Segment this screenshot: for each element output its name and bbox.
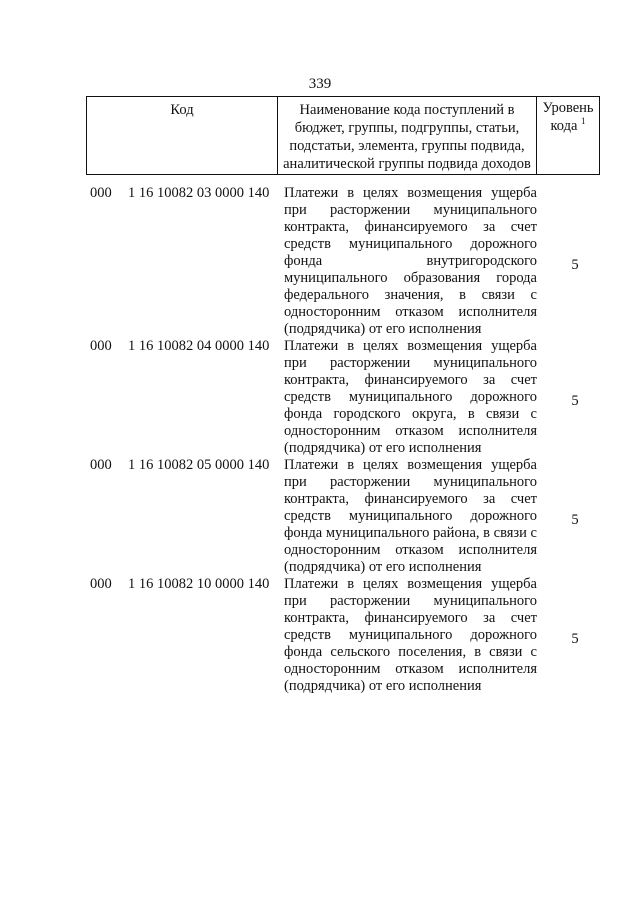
description-line: средств муниципального дорожного: [284, 389, 537, 405]
description-line: Платежи в целях возмещения ущерба: [284, 576, 537, 592]
admin-code: 000: [90, 338, 112, 354]
description-line: Платежи в целях возмещения ущерба: [284, 457, 537, 473]
header-level-line1: Уровень: [542, 100, 594, 116]
description-line: при расторжении муниципального: [284, 593, 537, 609]
header-name-line: подстатьи, элемента, группы подвида,: [289, 138, 525, 154]
revenue-description: [284, 338, 537, 457]
description-line: односторонним отказом исполнителя: [284, 423, 537, 439]
description-line: (подрядчика) от его исполнения: [284, 559, 482, 575]
header-name-line: бюджет, группы, подгруппы, статьи,: [294, 120, 520, 136]
header-name-line: аналитической группы подвида доходов: [283, 156, 531, 172]
header-name-line: Наименование кода поступлений в: [299, 102, 515, 118]
description-line: (подрядчика) от его исполнения: [284, 440, 482, 456]
header-name: [278, 97, 537, 175]
description-line: фонда внутригородского: [284, 253, 537, 269]
description-line: при расторжении муниципального: [284, 474, 537, 490]
table-row: [86, 185, 606, 338]
description-line: контракта, финансируемого за счет: [284, 610, 537, 626]
description-line: односторонним отказом исполнителя: [284, 304, 537, 320]
description-line: фонда сельского поселения, в связи с: [284, 644, 537, 660]
description-line: федерального значения, в связи с: [284, 287, 537, 303]
level-value: 5: [571, 393, 579, 409]
level-value: 5: [571, 631, 579, 647]
revenue-code: 1 16 10082 04 0000 140: [128, 338, 270, 354]
description-line: односторонним отказом исполнителя: [284, 542, 537, 558]
revenue-code: 1 16 10082 03 0000 140: [128, 185, 270, 201]
description-line: контракта, финансируемого за счет: [284, 372, 537, 388]
description-line: (подрядчика) от его исполнения: [284, 321, 482, 337]
header-level-line2: [537, 117, 599, 135]
description-line: при расторжении муниципального: [284, 202, 537, 218]
table-header: [86, 96, 600, 175]
table-row: [86, 338, 606, 457]
description-line: фонда городского округа, в связи с: [284, 406, 537, 422]
description-line: Платежи в целях возмещения ущерба: [284, 185, 537, 201]
description-line: средств муниципального дорожного: [284, 627, 537, 643]
header-level: [537, 97, 600, 175]
table-row: [86, 576, 606, 695]
description-line: (подрядчика) от его исполнения: [284, 678, 482, 694]
table-row: [86, 457, 606, 576]
revenue-code: 1 16 10082 10 0000 140: [128, 576, 270, 592]
admin-code: 000: [90, 576, 112, 592]
description-line: контракта, финансируемого за счет: [284, 219, 537, 235]
footnote-mark: 1: [581, 116, 586, 126]
description-line: Платежи в целях возмещения ущерба: [284, 338, 537, 354]
description-line: при расторжении муниципального: [284, 355, 537, 371]
header-code: Код: [87, 97, 278, 175]
description-line: фонда муниципального района, в связи с: [284, 525, 537, 541]
admin-code: 000: [90, 185, 112, 201]
description-line: односторонним отказом исполнителя: [284, 661, 537, 677]
revenue-description: [284, 457, 537, 576]
revenue-description: [284, 185, 537, 338]
level-value: 5: [571, 512, 579, 528]
description-line: средств муниципального дорожного: [284, 508, 537, 524]
level-value: 5: [571, 257, 579, 273]
description-line: средств муниципального дорожного: [284, 236, 537, 252]
description-line: муниципального образования города: [284, 270, 537, 286]
table-body: [86, 185, 606, 695]
revenue-description: [284, 576, 537, 695]
header-level-text: кода: [550, 118, 578, 134]
admin-code: 000: [90, 457, 112, 473]
revenue-code: 1 16 10082 05 0000 140: [128, 457, 270, 473]
page-number: 339: [308, 76, 332, 92]
description-line: контракта, финансируемого за счет: [284, 491, 537, 507]
